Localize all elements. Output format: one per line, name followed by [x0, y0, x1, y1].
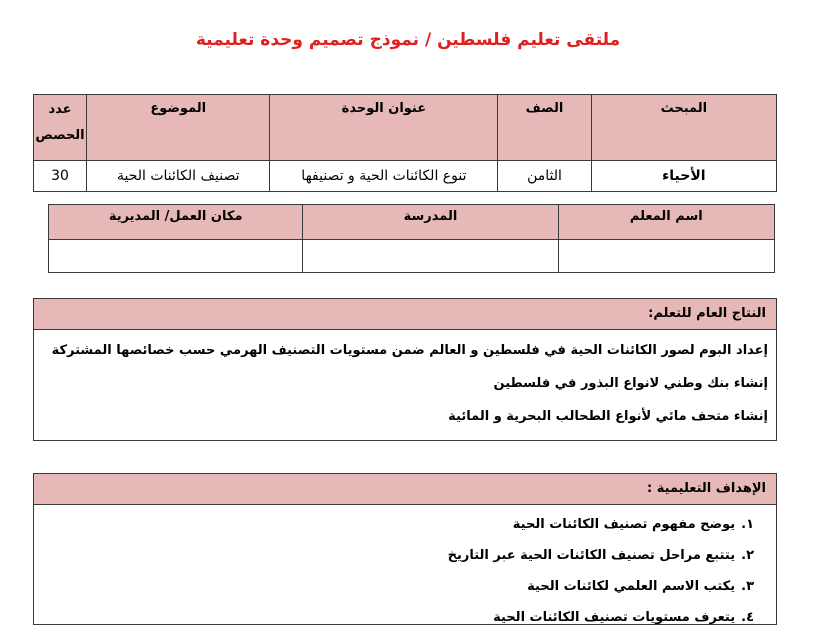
teacher-name-header: اسم المعلم: [558, 205, 774, 240]
subject-value: الأحياء: [591, 161, 776, 192]
unit-title-header: عنوان الوحدة: [270, 95, 498, 161]
outcome-item: إنشاء متحف مائي لأنواع الطحالب البحرية و المائية: [448, 409, 768, 424]
objective-item: [34, 540, 776, 571]
teacher-name-cell: [558, 240, 774, 273]
objective-text: يوضح مفهوم تصنيف الكائنات الحية: [512, 517, 736, 532]
page-title: ملتقى تعليم فلسطين / نموذج تصميم وحدة تعليمية: [195, 30, 621, 50]
teacher-info-value-row: [49, 240, 775, 273]
objectives-box: [33, 473, 777, 625]
objectives-heading: الإهداف التعليمية :: [34, 474, 776, 505]
objective-item: [34, 571, 776, 602]
unit-info-value-row: [34, 161, 777, 192]
topic-header: الموضوع: [87, 95, 270, 161]
unit-info-header-row: [34, 95, 777, 161]
objective-number: ٣.: [741, 579, 754, 594]
subject-header: المبحث: [591, 95, 776, 161]
learning-outcomes-box: [33, 298, 777, 441]
outcome-item: إنشاء بنك وطني لانواع البذور في فلسطين: [493, 376, 768, 391]
periods-header-line2: الحصص: [35, 128, 85, 143]
objective-item: [34, 602, 776, 633]
unit-title-value: تنوع الكائنات الحية و تصنيفها: [270, 161, 498, 192]
school-cell: [303, 240, 558, 273]
learning-outcomes-heading: النتاج العام للتعلم:: [34, 299, 776, 330]
objective-number: ١.: [741, 517, 754, 532]
school-header: المدرسة: [303, 205, 558, 240]
objective-number: ٤.: [741, 610, 754, 625]
teacher-info-header-row: [49, 205, 775, 240]
grade-value: الثامن: [498, 161, 591, 192]
teacher-info-table: [48, 204, 775, 273]
workplace-header: مكان العمل/ المديرية: [49, 205, 303, 240]
objective-text: يتعرف مستويات تصنيف الكائنات الحية: [493, 610, 736, 625]
periods-header-line1: عدد: [48, 102, 72, 117]
periods-value: 30: [34, 161, 87, 192]
objective-item: [34, 509, 776, 540]
outcome-item: إعداد البوم لصور الكائنات الحية في فلسطين و العالم ضمن مستويات التصنيف الهرمي حسب خصائصها المشتركة: [51, 343, 768, 358]
topic-value: تصنيف الكائنات الحية: [87, 161, 270, 192]
objective-number: ٢.: [741, 548, 754, 563]
periods-header: [34, 95, 87, 161]
objective-text: يتتبع مراحل تصنيف الكائنات الحية عبر التاريخ: [447, 548, 736, 563]
grade-header: الصف: [498, 95, 591, 161]
objective-text: يكتب الاسم العلمي لكائنات الحية: [527, 579, 736, 594]
unit-info-table: [33, 94, 777, 192]
workplace-cell: [49, 240, 303, 273]
